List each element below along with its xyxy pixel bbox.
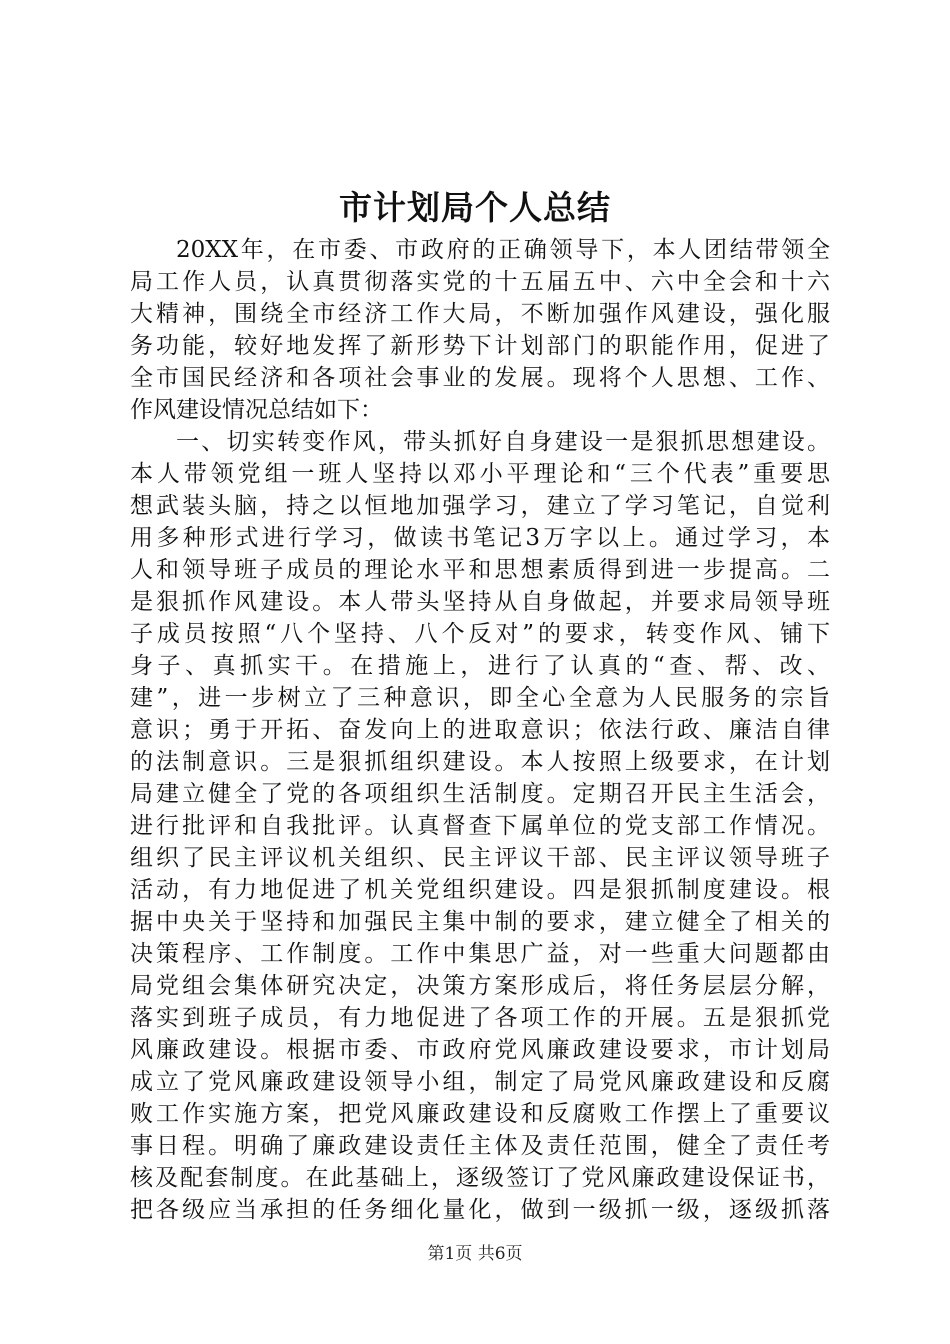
paragraph-line: 务功能，较好地发挥了新形势下计划部门的职能作用，促进了 [130,333,830,359]
paragraph-line: 事日程。明确了廉政建设责任主体及责任范围，健全了责任考 [130,1133,830,1159]
page-footer: 第1页 共6页 [427,1244,523,1264]
paragraph-line: 是狠抓作风建设。本人带头坚持从自身做起，并要求局领导班 [130,589,830,615]
paragraph-line: 败工作实施方案，把党风廉政建设和反腐败工作摆上了重要议 [130,1101,830,1127]
paragraph-line: 用多种形式进行学习，做读书笔记3万字以上。通过学习，本 [130,525,830,551]
paragraph-line: 本人带领党组一班人坚持以邓小平理论和“三个代表”重要思 [130,461,830,487]
paragraph-line: 身子、真抓实干。在措施上，进行了认真的“查、帮、改、 [130,653,830,679]
paragraph-line: 进行批评和自我批评。认真督查下属单位的党支部工作情况。 [130,813,830,839]
paragraph-line: 局工作人员，认真贯彻落实党的十五届五中、六中全会和十六 [130,269,830,295]
paragraph-line: 局党组会集体研究决定，决策方案形成后，将任务层层分解， [130,973,830,999]
document-body [130,234,830,1226]
paragraph-line: 成立了党风廉政建设领导小组，制定了局党风廉政建设和反腐 [130,1069,830,1095]
paragraph-line: 子成员按照“八个坚持、八个反对”的要求，转变作风、铺下 [130,621,830,647]
paragraph-line: 想武装头脑，持之以恒地加强学习，建立了学习笔记，自觉利 [130,493,830,519]
paragraph-line: 核及配套制度。在此基础上，逐级签订了党风廉政建设保证书， [130,1165,830,1191]
paragraph-line: 意识；勇于开拓、奋发向上的进取意识；依法行政、廉洁自律 [130,717,830,743]
paragraph-line: 20XX年，在市委、市政府的正确领导下，本人团结带领全 [176,237,830,263]
paragraph-line: 全市国民经济和各项社会事业的发展。现将个人思想、工作、 [130,365,830,391]
paragraph-line: 一、切实转变作风，带头抓好自身建设一是狠抓思想建设。 [176,429,830,455]
paragraph-line: 局建立健全了党的各项组织生活制度。定期召开民主生活会， [130,781,830,807]
paragraph-line: 落实到班子成员，有力地促进了各项工作的开展。五是狠抓党 [130,1005,830,1031]
paragraph-line: 人和领导班子成员的理论水平和思想素质得到进一步提高。二 [130,557,830,583]
paragraph-line: 作风建设情况总结如下： [130,397,383,423]
paragraph-line: 风廉政建设。根据市委、市政府党风廉政建设要求，市计划局 [130,1037,830,1063]
paragraph-line: 把各级应当承担的任务细化量化，做到一级抓一级，逐级抓落 [130,1197,830,1223]
document-title: 市计划局个人总结 [339,188,611,227]
paragraph-line: 大精神，围绕全市经济工作大局，不断加强作风建设，强化服 [130,301,830,327]
paragraph-line: 据中央关于坚持和加强民主集中制的要求，建立健全了相关的 [130,909,830,935]
paragraph-line: 建”，进一步树立了三种意识，即全心全意为人民服务的宗旨 [130,685,830,711]
paragraph-line: 组织了民主评议机关组织、民主评议干部、民主评议领导班子 [130,845,830,871]
paragraph-line: 的法制意识。三是狠抓组织建设。本人按照上级要求，在计划 [130,749,830,775]
paragraph-line: 活动，有力地促进了机关党组织建设。四是狠抓制度建设。根 [130,877,830,903]
paragraph-line: 决策程序、工作制度。工作中集思广益，对一些重大问题都由 [130,941,830,967]
